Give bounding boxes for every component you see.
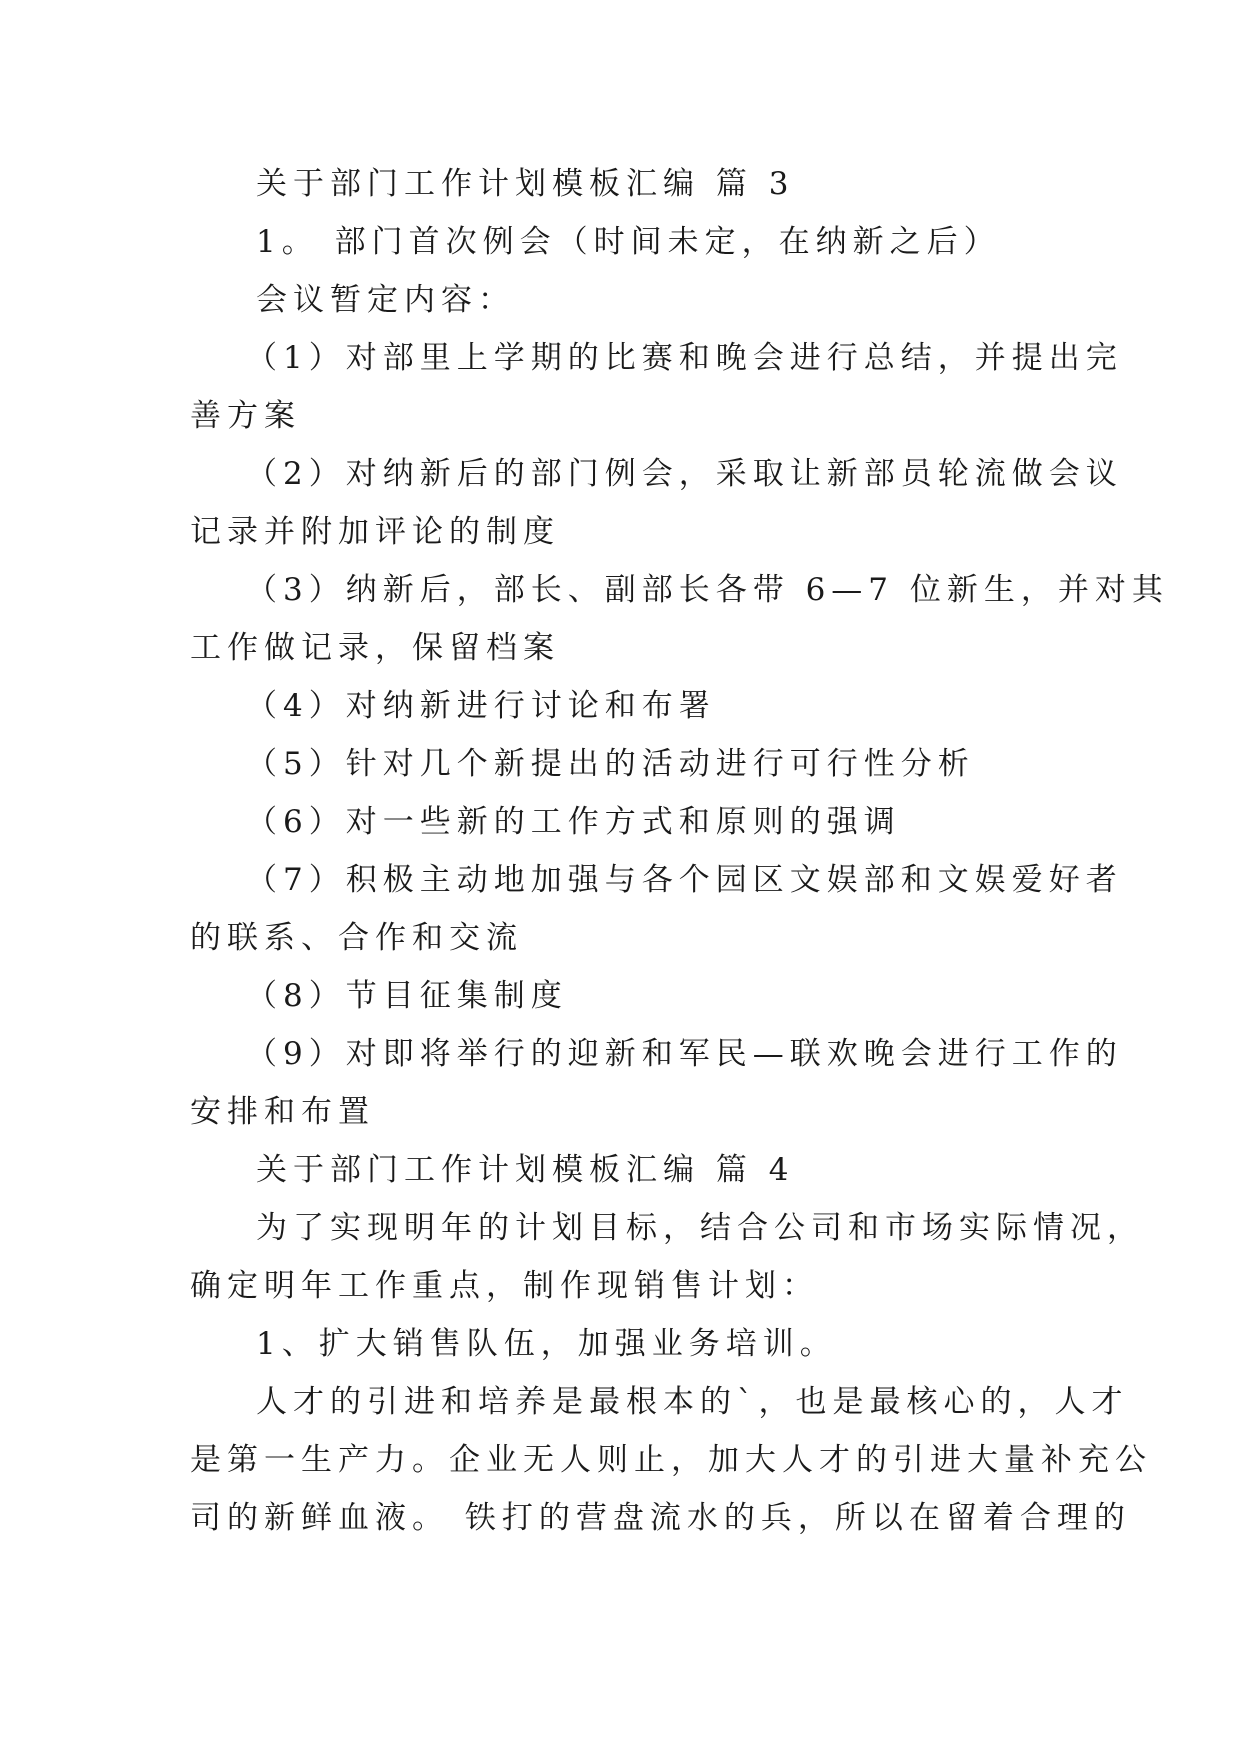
text-line: 是第一生产力。企业无人则止，加大人才的引进大量补充公	[190, 1442, 1152, 1478]
text-line: 1、扩大销售队伍，加强业务培训。	[256, 1326, 837, 1362]
text-line: 的联系、合作和交流	[190, 920, 523, 956]
text-line: （9）对即将举行的迎新和军民—联欢晚会进行工作的	[246, 1036, 1123, 1072]
text-line: 确定明年工作重点，制作现销售计划：	[190, 1268, 819, 1304]
text-line: 会议暂定内容：	[256, 282, 515, 318]
text-line: （2）对纳新后的部门例会，采取让新部员轮流做会议	[246, 456, 1123, 492]
text-line: 记录并附加评论的制度	[190, 514, 560, 550]
text-line: （1）对部里上学期的比赛和晚会进行总结，并提出完	[246, 340, 1123, 376]
text-line: （3）纳新后，部长、副部长各带 6—7 位新生，并对其	[246, 572, 1169, 608]
text-line: （5）针对几个新提出的活动进行可行性分析	[246, 746, 975, 782]
text-line: 安排和布置	[190, 1094, 375, 1130]
document-body	[190, 155, 1169, 1547]
text-line: 司的新鲜血液。 铁打的营盘流水的兵，所以在留着合理的	[190, 1500, 1131, 1536]
text-line: （7）积极主动地加强与各个园区文娱部和文娱爱好者	[246, 862, 1123, 898]
section-heading: 关于部门工作计划模板汇编 篇 4	[256, 1152, 795, 1188]
text-line: （8）节目征集制度	[246, 978, 568, 1014]
text-line: 善方案	[190, 398, 301, 434]
text-line: （4）对纳新进行讨论和布署	[246, 688, 716, 724]
text-line: 人才的引进和培养是最根本的`，也是最核心的，人才	[256, 1384, 1129, 1420]
text-line: 为了实现明年的计划目标，结合公司和市场实际情况，	[256, 1210, 1144, 1246]
text-line: 1。 部门首次例会（时间未定，在纳新之后）	[256, 224, 1001, 260]
text-line: 工作做记录，保留档案	[190, 630, 560, 666]
text-line: （6）对一些新的工作方式和原则的强调	[246, 804, 901, 840]
section-heading: 关于部门工作计划模板汇编 篇 3	[256, 166, 795, 202]
